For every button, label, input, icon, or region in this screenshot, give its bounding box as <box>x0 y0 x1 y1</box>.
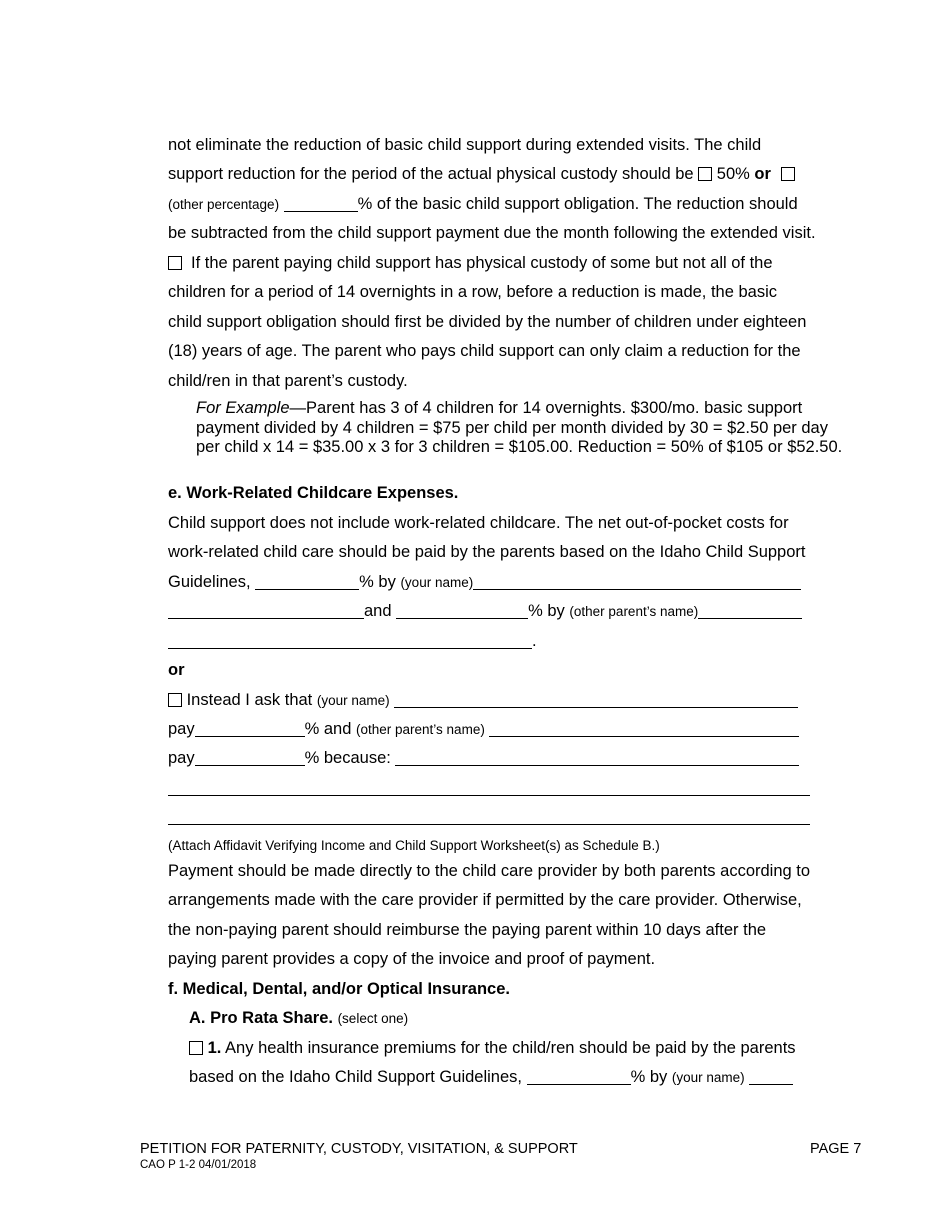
text-line: arrangements made with the care provider if permitted by the care provider. Otherwise, <box>168 891 802 909</box>
text-fragment: Guidelines, <box>168 573 251 591</box>
example-block <box>196 399 846 458</box>
fifty-percent-label: 50% <box>716 165 750 183</box>
text-line: work-related child care should be paid by the parents based on the Idaho Child Support <box>168 543 806 561</box>
example-label: For Example <box>196 399 290 417</box>
your-name-label: (your name) <box>316 693 390 708</box>
page-number: PAGE 7 <box>810 1141 862 1157</box>
example-dash: — <box>289 399 307 417</box>
your-name-label: (your name) <box>400 575 474 590</box>
text-line <box>168 253 773 273</box>
text-line: children for a period of 14 overnights in a row, before a reduction is made, the basic <box>168 283 778 301</box>
text-line <box>168 690 798 711</box>
text-line <box>168 748 799 768</box>
subsection-heading <box>189 1008 408 1029</box>
text-fragment: based on the Idaho Child Support Guidelines, <box>189 1068 522 1086</box>
item-number: 1. <box>207 1039 222 1057</box>
other-percentage-checkbox[interactable] <box>781 167 795 181</box>
text-line <box>168 164 795 184</box>
other-percentage-field[interactable] <box>284 197 358 212</box>
other-parent-name-field[interactable] <box>698 604 802 619</box>
text-line: child support obligation should first be divided by the number of children under eighteen <box>168 313 807 331</box>
text-line: paying parent provides a copy of the invoice and proof of payment. <box>168 950 656 968</box>
other-parent-name-label: (other parent’s name) <box>569 604 699 619</box>
pct-because-label: % because: <box>304 749 391 767</box>
text-line: child/ren in that parent’s custody. <box>168 372 408 390</box>
period: . <box>532 632 537 650</box>
pro-rata-checkbox[interactable] <box>189 1041 203 1055</box>
form-code: CAO P 1-2 04/01/2018 <box>140 1159 257 1171</box>
because-field-line-2[interactable] <box>168 795 810 796</box>
pct-by-label: % by <box>630 1068 668 1086</box>
other-percentage-label: (other percentage) <box>168 197 280 212</box>
or-label: or <box>754 165 771 183</box>
text-line <box>168 719 799 740</box>
pay-label: pay <box>168 749 195 767</box>
footer-title: PETITION FOR PATERNITY, CUSTODY, VISITATION, & SUPPORT <box>140 1141 578 1157</box>
other-parent-name-field-continued[interactable] <box>168 634 532 649</box>
section-f-heading: f. Medical, Dental, and/or Optical Insurance. <box>168 980 510 998</box>
pay-label: pay <box>168 720 195 738</box>
text-fragment: support reduction for the period of the actual physical custody should be <box>168 165 694 183</box>
text-line <box>189 1067 793 1088</box>
instead-label: Instead I ask that <box>186 691 313 709</box>
instead-other-percent-field[interactable] <box>195 751 305 766</box>
text-line: Payment should be made directly to the child care provider by both parents according to <box>168 862 811 880</box>
text-line: not eliminate the reduction of basic child support during extended visits. The child <box>168 136 762 154</box>
your-name-field[interactable] <box>473 575 801 590</box>
text-fragment: If the parent paying child support has physical custody of some but not all of the <box>191 254 773 272</box>
insurance-your-percent-field[interactable] <box>527 1070 631 1085</box>
partial-custody-checkbox[interactable] <box>168 256 182 270</box>
other-parent-name-label: (other parent’s name) <box>356 722 485 737</box>
your-percent-field[interactable] <box>255 575 359 590</box>
text-fragment: % of the basic child support obligation. The reduction should <box>357 195 798 213</box>
instead-checkbox[interactable] <box>168 693 182 707</box>
because-field[interactable] <box>395 751 799 766</box>
instead-other-parent-name-field[interactable] <box>489 722 799 737</box>
text-line <box>168 194 798 215</box>
fifty-percent-checkbox[interactable] <box>698 167 712 181</box>
pro-rata-heading: A. Pro Rata Share. <box>189 1009 333 1027</box>
text-line: the non-paying parent should reimburse the paying parent within 10 days after the <box>168 921 767 939</box>
pct-by-label: % by <box>359 573 396 591</box>
your-name-field-continued[interactable] <box>168 604 364 619</box>
text-line <box>168 601 802 622</box>
and-label: and <box>364 602 392 620</box>
instead-your-percent-field[interactable] <box>195 722 305 737</box>
text-line <box>189 1038 796 1058</box>
instead-your-name-field[interactable] <box>394 693 798 708</box>
other-parent-percent-field[interactable] <box>396 604 528 619</box>
attach-note: (Attach Affidavit Verifying Income and Child Support Worksheet(s) as Schedule B.) <box>168 838 660 853</box>
text-line <box>168 572 801 593</box>
text-line: Child support does not include work-related childcare. The net out-of-pocket costs for <box>168 514 789 532</box>
example-text: Parent has 3 of 4 children for 14 overnights. $300/mo. basic support payment divided by 4 children = $75 per child per month divided by 30 = $2.50 per day per child x 14 = $35.00 x 3 for 3 children = $105.00. Reduction = 50% of $105 or $52.50. <box>196 399 843 456</box>
your-name-label: (your name) <box>671 1070 745 1085</box>
text-line <box>168 631 537 651</box>
because-field-line-3[interactable] <box>168 824 810 825</box>
insurance-your-name-field[interactable] <box>749 1070 793 1085</box>
text-line: (18) years of age. The parent who pays child support can only claim a reduction for the <box>168 342 801 360</box>
text-fragment: Any health insurance premiums for the child/ren should be paid by the parents <box>225 1039 796 1057</box>
or-label: or <box>168 661 185 679</box>
pct-by-label: % by <box>528 602 565 620</box>
text-line: be subtracted from the child support payment due the month following the extended visit. <box>168 224 816 242</box>
select-one-label: (select one) <box>337 1011 409 1026</box>
pct-and-label: % and <box>304 720 352 738</box>
section-e-heading: e. Work-Related Childcare Expenses. <box>168 484 459 502</box>
